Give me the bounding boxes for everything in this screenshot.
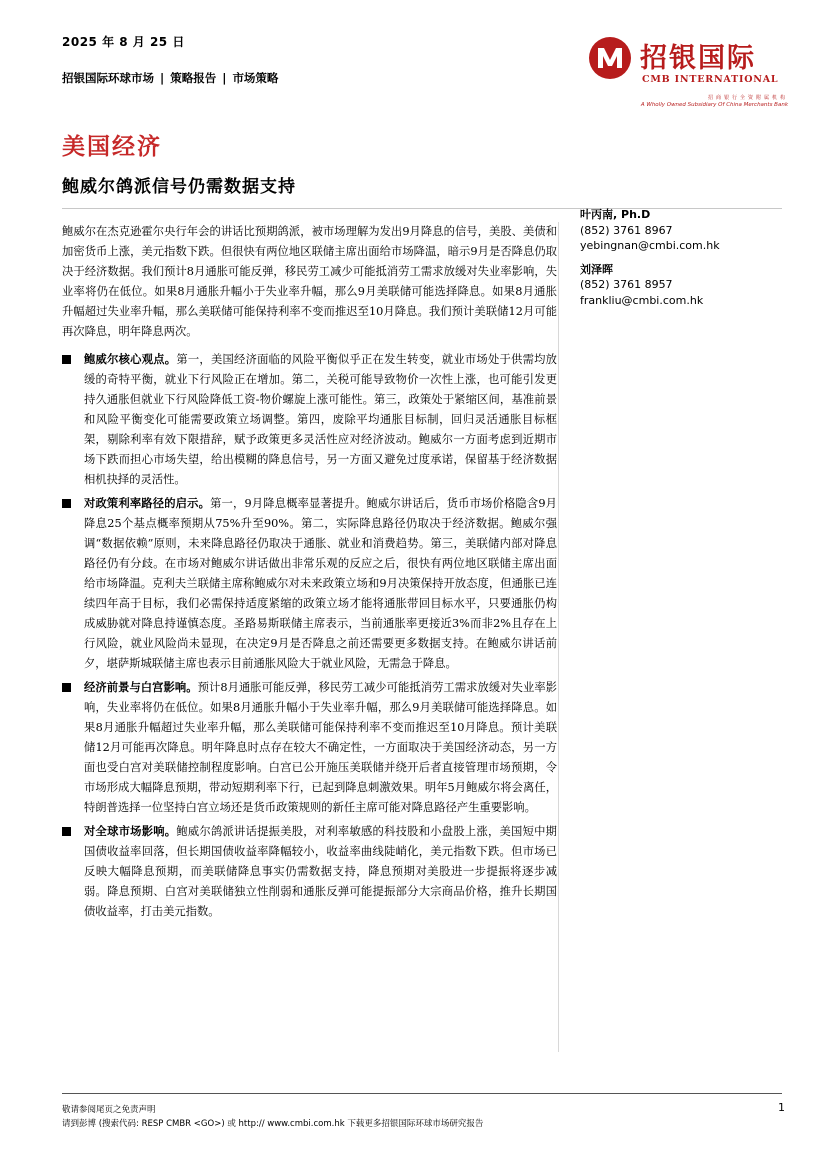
logo-tagline-en: A Wholly Owned Subsidiary Of China Merchants Bank [640, 102, 788, 108]
bullet-lead: 鲍威尔核心观点。 [84, 353, 177, 366]
bullet-text: 鲍威尔鸽派讲话提振美股，对利率敏感的科技股和小盘股上涨，美国短中期国债收益率回落，但长期国债收益率降幅较小，收益率曲线陡峭化，美元指数下跌。但市场已反映大幅降息预期，而美联储降息事实仍需数据支持，降息预期对美股进一步提振将逐步减弱。降息预期、白宫对美联储独立性削弱和通胀反弹可能提振部分大宗商品价格，推升长期国债收益率，打击美元指数。 [84, 825, 557, 918]
analyst-phone: (852) 3761 8967 [580, 223, 673, 237]
bullet-square-icon [62, 355, 71, 364]
company-logo [588, 30, 788, 120]
breadcrumb-item: 招银国际环球市场 [62, 71, 154, 85]
section-title: 美国经济 [62, 133, 162, 160]
bullet-item [62, 678, 557, 818]
bullet-lead: 对全球市场影响。 [84, 825, 177, 838]
breadcrumb-item: 策略报告 [170, 71, 217, 85]
bullet-text: 第一，9月降息概率显著提升。鲍威尔讲话后，货币市场价格隐含9月降息25个基点概率预期从75%升至90%。第二，实际降息路径仍取决于经济数据。鲍威尔强调“数据依赖”原则，未来降息路径仍取决于通胀、就业和消费趋势。第三，美联储内部对降息路径仍有分歧。在市场对鲍威尔讲话做出非常乐观的反应之后，很快有两位地区联储主席出面给市场降温。克利夫兰联储主席称鲍威尔对未来政策立场和9月决策保持开放态度，但通胀已连续四年高于目标，我们必需保持适度紧缩的政策立场才能将通胀带回目标水平，只要通胀仍构成威胁就对降息持谨慎态度。圣路易斯联储主席表示，当前通胀率更接近3%而非2%且存在上行风险，就业风险尚未显现，在决定9月是否降息之前还需要更多数据支持。在鲍威尔讲话前夕，堪萨斯城联储主席也表示目前通胀风险大于就业风险，无需急于降息。 [84, 497, 557, 670]
bullet-square-icon [62, 499, 71, 508]
bullet-square-icon [62, 827, 71, 836]
analyst-name: 刘泽晖 [580, 262, 613, 276]
disclaimer-note: 敬请参阅尾页之免责声明 [62, 1105, 156, 1115]
breadcrumb-item: 市场策略 [232, 71, 279, 85]
bullet-text: 第一，美国经济面临的风险平衡似乎正在发生转变，就业市场处于供需均放缓的奇特平衡，就业下行风险正在增加。第二，关税可能导致物价一次性上涨，也可能引发更持久通胀但就业下行风险降低工资-物价螺旋上涨可能性。第三，政策处于紧缩区间，基准前景和风险平衡变化可能需要政策立场调整。第四，废除平均通胀目标制，回归灵活通胀目标框架，剔除利率有效下限措辞，赋予政策更多灵活性应对经济波动。鲍威尔一方面考虑到近期市场下跌而担心市场失望，给出模糊的降息信号，另一方面又避免过度承诺，保留基于经济数据相机抉择的灵活性。 [84, 353, 557, 486]
page-number: 1 [778, 1101, 785, 1114]
bullet-lead: 经济前景与白宫影响。 [84, 681, 198, 694]
sidebar-divider [558, 222, 559, 1052]
bullet-item [62, 822, 557, 922]
bullet-text: 预计8月通胀可能反弹，移民劳工减少可能抵消劳工需求放缓对失业率影响，失业率将仍在低位。如果8月通胀升幅小于失业率升幅，那么9月美联储可能选择降息。如果8月通胀升幅超过失业率升幅，那么美联储可能保持利率不变而推迟至10月降息。预计美联储12月可能再次降息。明年降息时点存在较大不确定性，一方面取决于美国经济动态，另一方面也受白宫对美联储控制程度影响。白宫已公开施压美联储并绕开后者直接管理市场预期，令市场形成大幅降息预期，带动短期利率下行，已起到降息刺激效果。明年5月鲍威尔将会离任，特朗普选择一位坚持白宫立场还是货币政策规则的新任主席可能对降息路径产生重要影响。 [84, 681, 557, 814]
report-title: 鲍威尔鸽派信号仍需数据支持 [62, 177, 296, 197]
bullet-lead: 对政策利率路径的启示。 [84, 497, 211, 510]
cmbi-logo-icon [588, 36, 632, 80]
bullet-item [62, 494, 557, 674]
breadcrumb: 招银国际环球市场 | 策略报告 | 市场策略 [62, 71, 279, 85]
logo-name-cn: 招银国际 [640, 43, 756, 74]
bullet-item [62, 350, 557, 490]
analyst-name: 叶丙南, Ph.D [580, 208, 651, 221]
intro-paragraph: 鲍威尔在杰克逊霍尔央行年会的讲话比预期鸽派，被市场理解为发出9月降息的信号，美股、美债和加密货币上涨，美元指数下跌。但很快有两位地区联储主席出面给市场降温，暗示9月是否降息仍取决于经济数据。我们预计8月通胀可能反弹，移民劳工减少可能抵消劳工需求放缓对失业率影响，失业率将仍在低位。如果8月通胀升幅小于失业率升幅，那么9月美联储可能选择降息。如果8月通胀升幅超过失业率升幅，那么美联储可能保持利率不变而推迟至10月降息。我们预计美联储12月可能再次降息，明年降息两次。 [62, 225, 557, 338]
report-date: 2025 年 8 月 25 日 [62, 35, 185, 49]
analyst-phone: (852) 3761 8957 [580, 278, 673, 291]
footer-divider [62, 1093, 782, 1094]
logo-tagline-cn: 招商银行全资附属机构 [707, 95, 788, 101]
footer [62, 1103, 522, 1131]
download-note: 请到彭博 (搜索代码: RESP CMBR <GO>) 或 http:// www.cmbi.com.hk 下载更多招银国际环球市场研究报告 [62, 1119, 484, 1129]
analyst-contacts [580, 207, 720, 308]
logo-name-en: CMB INTERNATIONAL [642, 74, 779, 85]
report-body [62, 222, 557, 926]
analyst-email[interactable]: frankliu@cmbi.com.hk [580, 293, 704, 307]
analyst-email[interactable]: yebingnan@cmbi.com.hk [580, 239, 720, 252]
bullet-square-icon [62, 683, 71, 692]
